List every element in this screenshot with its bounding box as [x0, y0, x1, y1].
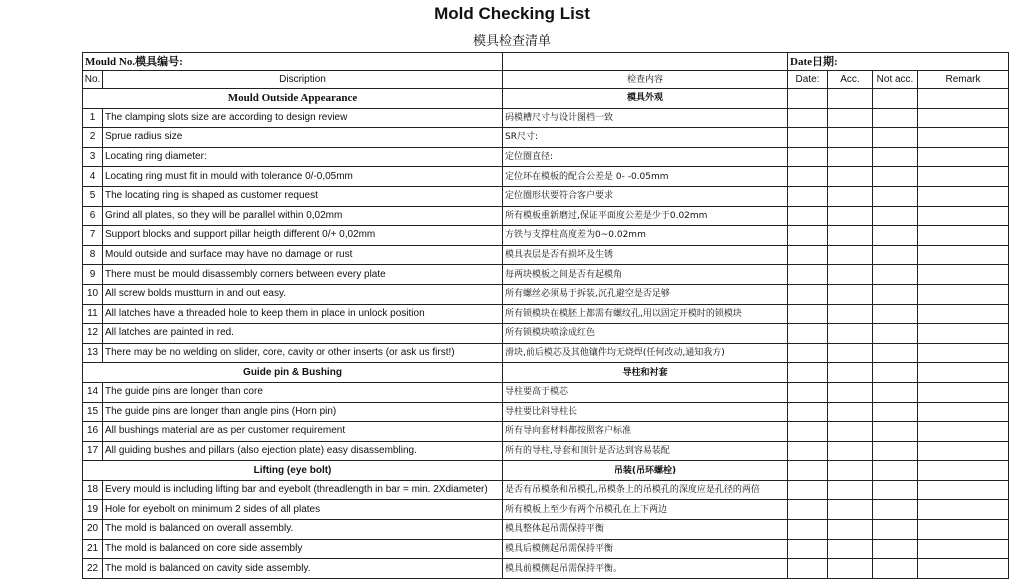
remark-cell[interactable] [918, 89, 1009, 109]
section-title: Lifting (eye bolt) [83, 461, 503, 481]
acc-checkbox-cell[interactable] [828, 304, 873, 324]
remark-cell[interactable] [918, 108, 1009, 128]
table-row [83, 147, 1009, 167]
row-description-zh: 定位环在模板的配合公差是 0- -0.05mm [503, 167, 788, 187]
acc-checkbox-cell[interactable] [828, 206, 873, 226]
row-number: 17 [83, 441, 103, 461]
acc-checkbox-cell[interactable] [828, 245, 873, 265]
remark-cell[interactable] [918, 147, 1009, 167]
date-cell[interactable] [788, 402, 828, 422]
remark-cell[interactable] [918, 226, 1009, 246]
col-desc-header: Discription [103, 71, 503, 89]
row-number: 14 [83, 382, 103, 402]
row-description-zh: SR尺寸: [503, 128, 788, 148]
date-cell[interactable] [788, 147, 828, 167]
notacc-checkbox-cell[interactable] [873, 147, 918, 167]
notacc-checkbox-cell[interactable] [873, 500, 918, 520]
date-cell[interactable] [788, 167, 828, 187]
acc-checkbox-cell[interactable] [828, 186, 873, 206]
row-description: Every mould is including lifting bar and eyebolt (threadlength in bar = min. 2Xdiameter) [103, 480, 503, 500]
col-notacc-header: Not acc. [873, 71, 918, 89]
acc-checkbox-cell[interactable] [828, 324, 873, 344]
notacc-checkbox-cell[interactable] [873, 167, 918, 187]
section-header [83, 461, 1009, 481]
date-label: Date日期: [788, 53, 1009, 71]
table-row [83, 167, 1009, 187]
row-description-zh: 所有锁模块在模胚上都需有螺纹孔,用以固定开模时的锁模块 [503, 304, 788, 324]
remark-cell[interactable] [918, 480, 1009, 500]
acc-checkbox-cell[interactable] [828, 441, 873, 461]
row-number: 15 [83, 402, 103, 422]
remark-cell[interactable] [918, 304, 1009, 324]
row-number: 8 [83, 245, 103, 265]
table-row [83, 402, 1009, 422]
row-description: There may be no welding on slider, core, cavity or other inserts (or ask us first!) [103, 343, 503, 363]
row-description-zh: 所有模板重新磨过,保证平面度公差是少于0.02mm [503, 206, 788, 226]
date-cell[interactable] [788, 89, 828, 109]
remark-cell[interactable] [918, 422, 1009, 442]
date-cell[interactable] [788, 265, 828, 285]
date-cell[interactable] [788, 206, 828, 226]
row-number: 12 [83, 324, 103, 344]
date-cell[interactable] [788, 441, 828, 461]
row-description: All bushings material are as per customer requirement [103, 422, 503, 442]
acc-cell[interactable] [828, 363, 873, 383]
row-number: 11 [83, 304, 103, 324]
remark-cell[interactable] [918, 343, 1009, 363]
notacc-checkbox-cell[interactable] [873, 422, 918, 442]
row-description: Support blocks and support pillar heigth different 0/+ 0,02mm [103, 226, 503, 246]
mould-no-value[interactable] [503, 53, 788, 71]
date-cell[interactable] [788, 461, 828, 481]
table-row [83, 304, 1009, 324]
notacc-checkbox-cell[interactable] [873, 206, 918, 226]
row-description: There must be mould disassembly corners between every plate [103, 265, 503, 285]
remark-cell[interactable] [918, 186, 1009, 206]
row-description-zh: 每两块模板之间是否有起模角 [503, 265, 788, 285]
table-row [83, 441, 1009, 461]
notacc-checkbox-cell[interactable] [873, 226, 918, 246]
row-description: Hole for eyebolt on minimum 2 sides of all plates [103, 500, 503, 520]
row-description: The mold is balanced on cavity side assembly. [103, 559, 503, 579]
col-date-header: Date: [788, 71, 828, 89]
table-row [83, 500, 1009, 520]
page-title: Mold Checking List [434, 4, 590, 23]
date-cell[interactable] [788, 382, 828, 402]
row-description: All screw bolds mustturn in and out easy. [103, 284, 503, 304]
section-header [83, 363, 1009, 383]
section-title-zh: 吊装(吊环螺栓) [503, 461, 788, 481]
remark-cell[interactable] [918, 265, 1009, 285]
table-row [83, 382, 1009, 402]
acc-checkbox-cell[interactable] [828, 382, 873, 402]
row-description: The mold is balanced on overall assembly. [103, 520, 503, 540]
row-number: 7 [83, 226, 103, 246]
row-description-zh: 滑块,前后模芯及其他镶件均无烧焊(任何改动,通知我方) [503, 343, 788, 363]
row-number: 10 [83, 284, 103, 304]
row-description-zh: 所有模板上至少有两个吊模孔在上下两边 [503, 500, 788, 520]
notacc-checkbox-cell[interactable] [873, 520, 918, 540]
row-number: 19 [83, 500, 103, 520]
row-description: All guiding bushes and pillars (also ejection plate) easy disassembling. [103, 441, 503, 461]
notacc-checkbox-cell[interactable] [873, 382, 918, 402]
date-cell[interactable] [788, 324, 828, 344]
remark-cell[interactable] [918, 324, 1009, 344]
row-number: 2 [83, 128, 103, 148]
acc-checkbox-cell[interactable] [828, 128, 873, 148]
table-row [83, 265, 1009, 285]
section-title-zh: 导柱和衬套 [503, 363, 788, 383]
row-description-zh: 模具整体起吊需保持平衡 [503, 520, 788, 540]
date-cell[interactable] [788, 539, 828, 559]
row-description-zh: 定位圈形状要符合客户要求 [503, 186, 788, 206]
row-description-zh: 所有导向套材料都按照客户标准 [503, 422, 788, 442]
remark-cell[interactable] [918, 167, 1009, 187]
remark-cell[interactable] [918, 441, 1009, 461]
row-number: 1 [83, 108, 103, 128]
section-header [83, 89, 1009, 109]
acc-checkbox-cell[interactable] [828, 559, 873, 579]
table-row [83, 559, 1009, 579]
col-acc-header: Acc. [828, 71, 873, 89]
row-number: 13 [83, 343, 103, 363]
row-number: 21 [83, 539, 103, 559]
notacc-checkbox-cell[interactable] [873, 441, 918, 461]
acc-checkbox-cell[interactable] [828, 539, 873, 559]
row-description-zh: 码模槽尺寸与设计图档一致 [503, 108, 788, 128]
remark-cell[interactable] [918, 461, 1009, 481]
remark-cell[interactable] [918, 245, 1009, 265]
date-cell[interactable] [788, 304, 828, 324]
row-description-zh: 导柱要比斜导柱长 [503, 402, 788, 422]
row-description-zh: 模具前模侧起吊需保持平衡。 [503, 559, 788, 579]
notacc-checkbox-cell[interactable] [873, 245, 918, 265]
notacc-cell[interactable] [873, 89, 918, 109]
section-title: Guide pin & Bushing [83, 363, 503, 383]
acc-checkbox-cell[interactable] [828, 422, 873, 442]
date-cell[interactable] [788, 108, 828, 128]
row-description-zh: 模具后模侧起吊需保持平衡 [503, 539, 788, 559]
checklist-table [82, 52, 1009, 579]
notacc-checkbox-cell[interactable] [873, 324, 918, 344]
col-remark-header: Remark [918, 71, 1009, 89]
row-description: Locating ring must fit in mould with tolerance 0/-0,05mm [103, 167, 503, 187]
acc-checkbox-cell[interactable] [828, 402, 873, 422]
date-cell[interactable] [788, 422, 828, 442]
date-cell[interactable] [788, 128, 828, 148]
notacc-checkbox-cell[interactable] [873, 186, 918, 206]
row-description: The guide pins are longer than core [103, 382, 503, 402]
remark-cell[interactable] [918, 363, 1009, 383]
notacc-cell[interactable] [873, 461, 918, 481]
row-description-zh: 所有的导柱,导套和顶针是否达到容易装配 [503, 441, 788, 461]
date-cell[interactable] [788, 186, 828, 206]
notacc-checkbox-cell[interactable] [873, 539, 918, 559]
notacc-checkbox-cell[interactable] [873, 402, 918, 422]
row-description-zh: 定位圈直径: [503, 147, 788, 167]
page-subtitle: 模具检查清单 [472, 34, 551, 49]
remark-cell[interactable] [918, 206, 1009, 226]
row-number: 18 [83, 480, 103, 500]
row-description-zh: 方铁与支撑柱高度差为0~0.02mm [503, 226, 788, 246]
date-cell[interactable] [788, 480, 828, 500]
remark-cell[interactable] [918, 284, 1009, 304]
row-number: 16 [83, 422, 103, 442]
row-description: All latches have a threaded hole to keep them in place in unlock position [103, 304, 503, 324]
col-zh-header: 检查内容 [503, 71, 788, 89]
notacc-checkbox-cell[interactable] [873, 265, 918, 285]
row-number: 5 [83, 186, 103, 206]
col-no-header: No. [83, 71, 103, 89]
remark-cell[interactable] [918, 539, 1009, 559]
date-cell[interactable] [788, 500, 828, 520]
row-description-zh: 是否有吊模条和吊模孔,吊模条上的吊模孔的深度应是孔径的两倍 [503, 480, 788, 500]
row-number: 3 [83, 147, 103, 167]
notacc-cell[interactable] [873, 363, 918, 383]
row-description-zh: 所有锁模块喷涂成红色 [503, 324, 788, 344]
row-number: 20 [83, 520, 103, 540]
acc-cell[interactable] [828, 89, 873, 109]
notacc-checkbox-cell[interactable] [873, 480, 918, 500]
date-cell[interactable] [788, 245, 828, 265]
row-number: 22 [83, 559, 103, 579]
row-number: 9 [83, 265, 103, 285]
row-description: The guide pins are longer than angle pins (Horn pin) [103, 402, 503, 422]
table-row [83, 539, 1009, 559]
acc-checkbox-cell[interactable] [828, 500, 873, 520]
acc-checkbox-cell[interactable] [828, 265, 873, 285]
acc-checkbox-cell[interactable] [828, 108, 873, 128]
row-description-zh: 导柱要高于模芯 [503, 382, 788, 402]
date-cell[interactable] [788, 363, 828, 383]
date-cell[interactable] [788, 343, 828, 363]
table-row [83, 186, 1009, 206]
table-row [83, 245, 1009, 265]
notacc-checkbox-cell[interactable] [873, 304, 918, 324]
table-row [83, 422, 1009, 442]
notacc-checkbox-cell[interactable] [873, 128, 918, 148]
notacc-checkbox-cell[interactable] [873, 559, 918, 579]
acc-checkbox-cell[interactable] [828, 147, 873, 167]
section-title-zh: 模具外观 [503, 89, 788, 109]
row-description: Sprue radius size [103, 128, 503, 148]
row-description: The clamping slots size are according to design review [103, 108, 503, 128]
row-number: 6 [83, 206, 103, 226]
date-cell[interactable] [788, 226, 828, 246]
notacc-checkbox-cell[interactable] [873, 108, 918, 128]
mould-no-label: Mould No.模具编号: [83, 53, 503, 71]
row-description-zh: 模具表层是否有损坏及生锈 [503, 245, 788, 265]
row-description: All latches are painted in red. [103, 324, 503, 344]
row-description: Mould outside and surface may have no damage or rust [103, 245, 503, 265]
row-description: Grind all plates, so they will be parallel within 0,02mm [103, 206, 503, 226]
date-cell[interactable] [788, 520, 828, 540]
acc-checkbox-cell[interactable] [828, 167, 873, 187]
acc-checkbox-cell[interactable] [828, 343, 873, 363]
row-description: Locating ring diameter: [103, 147, 503, 167]
table-row [83, 480, 1009, 500]
acc-checkbox-cell[interactable] [828, 520, 873, 540]
remark-cell[interactable] [918, 128, 1009, 148]
table-row [83, 284, 1009, 304]
table-row [83, 206, 1009, 226]
date-cell[interactable] [788, 284, 828, 304]
table-row [83, 108, 1009, 128]
acc-checkbox-cell[interactable] [828, 226, 873, 246]
table-row [83, 128, 1009, 148]
remark-cell[interactable] [918, 559, 1009, 579]
section-title: Mould Outside Appearance [83, 89, 503, 109]
table-row [83, 520, 1009, 540]
date-cell[interactable] [788, 559, 828, 579]
row-number: 4 [83, 167, 103, 187]
remark-cell[interactable] [918, 402, 1009, 422]
remark-cell[interactable] [918, 520, 1009, 540]
table-row [83, 343, 1009, 363]
acc-checkbox-cell[interactable] [828, 480, 873, 500]
row-description: The locating ring is shaped as customer request [103, 186, 503, 206]
table-row [83, 226, 1009, 246]
remark-cell[interactable] [918, 500, 1009, 520]
notacc-checkbox-cell[interactable] [873, 343, 918, 363]
acc-cell[interactable] [828, 461, 873, 481]
row-description: The mold is balanced on core side assembly [103, 539, 503, 559]
table-row [83, 324, 1009, 344]
row-description-zh: 所有螺丝必须易于拆装,沉孔避空是否足够 [503, 284, 788, 304]
acc-checkbox-cell[interactable] [828, 284, 873, 304]
remark-cell[interactable] [918, 382, 1009, 402]
notacc-checkbox-cell[interactable] [873, 284, 918, 304]
